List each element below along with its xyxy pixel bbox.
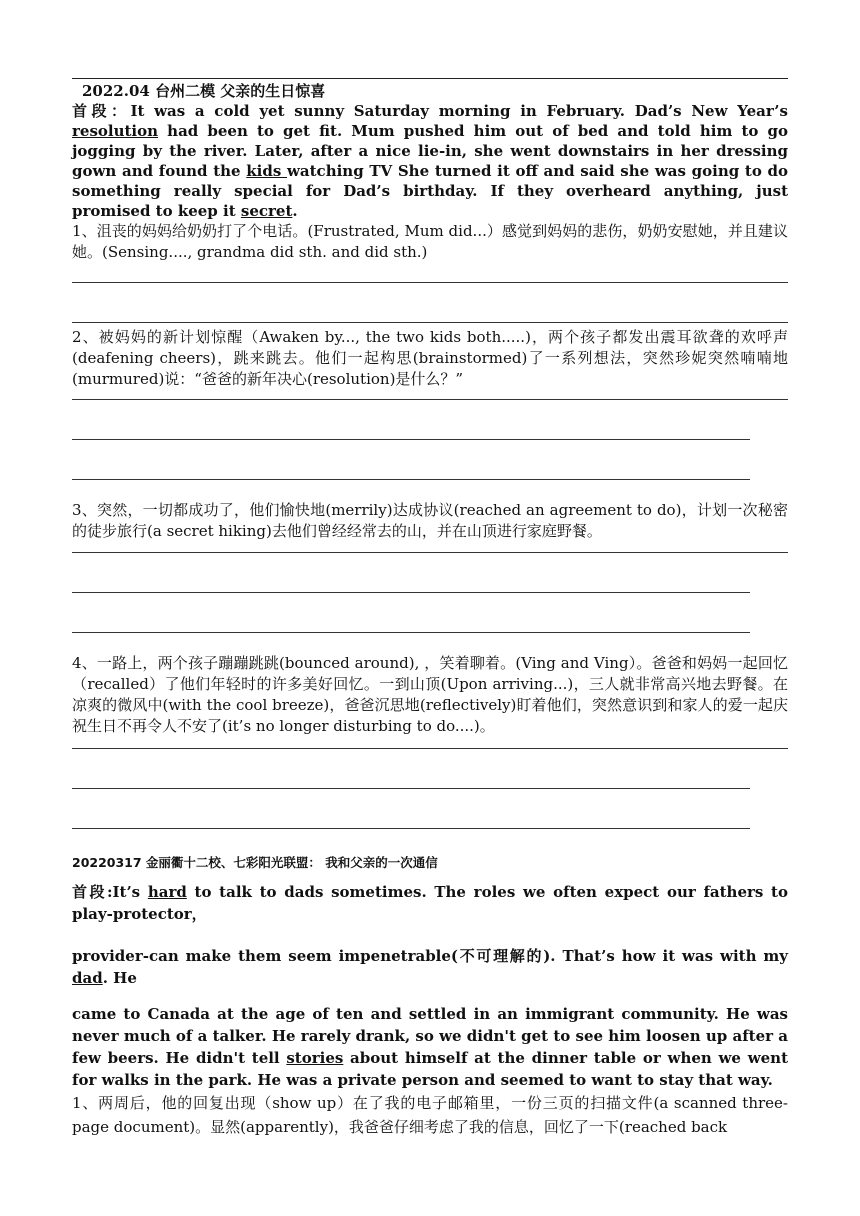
section1-intro bbox=[72, 101, 788, 221]
section2-intro-line2 bbox=[72, 945, 788, 989]
intro-text: . He bbox=[102, 969, 137, 987]
question-4: 4、一路上，两个孩子蹦蹦跳跳(bounced around), ，笑着聊着。(Ving and Ving）。爸爸和妈妈一起回忆（recalled）了他们年轻时的许多美好回忆。一到山顶(Upon arriving...)，三人就非常高兴地去野餐。在凉爽的微风中(with the cool breeze)，爸爸沉思地(reflectively)盯着他们，突然意识到和家人的爱一起庆祝生日不再令人不安了(it’s no longer disturbing to do....)。 bbox=[72, 654, 788, 735]
intro-text: watching TV She turned it off and said she was going to do something really special for Dad’s birthday. If they overheard anything, just promised to keep it bbox=[72, 162, 788, 220]
intro-text: It’s bbox=[112, 883, 148, 901]
section2-label: 首段: bbox=[72, 883, 113, 901]
question-3: 3、突然，一切都成功了，他们愉快地(merrily)达成协议(reached an agreement to do)，计划一次秘密的徒步旅行(a secret hiking)去他们曾经经常去的山，并在山顶进行家庭野餐。 bbox=[72, 501, 788, 540]
intro-underline: resolution bbox=[72, 122, 159, 140]
intro-underline: kids bbox=[246, 162, 287, 180]
intro-underline: secret bbox=[240, 202, 293, 220]
intro-label: 首段： bbox=[72, 102, 131, 120]
intro-text: . bbox=[292, 202, 298, 220]
intro-text: provider-can make them seem impenetrable(不可理解的). That’s how it was with my bbox=[72, 947, 788, 965]
section2-question-1: 1、两周后，他的回复出现（show up）在了我的电子邮箱里，一份三页的扫描文件(a scanned three-page document)。显然(apparently)，我爸爸仔细考虑了我的信息，回忆了一下(reached back bbox=[72, 1094, 788, 1136]
intro-underline: stories bbox=[286, 1049, 344, 1067]
intro-underline: hard bbox=[147, 883, 187, 901]
question-2: 2、被妈妈的新计划惊醒（Awaken by..., the two kids both.....)，两个孩子都发出震耳欲聋的欢呼声(deafening cheers)，跳来跳去。他们一起构思(brainstormed)了一系列想法，突然珍妮突然喃喃地(murmured)说：“爸爸的新年决心(resolution)是什么？” bbox=[72, 328, 788, 388]
intro-text: came to Canada at the age of ten and settled in an immigrant community. He was never much of a talker. He rarely drank, so we didn't get to see him loosen up after a few beers. He didn't tell bbox=[72, 1005, 788, 1067]
intro-text: to talk to dads sometimes. The roles we often expect our fathers to play-protector， bbox=[72, 883, 788, 923]
section2-title: 20220317 金丽衢十二校、七彩阳光联盟： 我和父亲的一次通信 bbox=[72, 855, 438, 870]
question-1: 1、沮丧的妈妈给奶奶打了个电话。(Frustrated, Mum did...）感觉到妈妈的悲伤，奶奶安慰她，并且建议她。(Sensing...., grandma did sth. and did sth.) bbox=[72, 222, 788, 261]
intro-underline: dad bbox=[72, 969, 103, 987]
intro-text: had been to get fit. Mum pushed him out of bed and told him to go jogging by the river. Later, after a nice lie-in, she went downstairs in her dressing gown and found the bbox=[72, 122, 788, 180]
section1-title: 2022.04 台州二模 父亲的生日惊喜 bbox=[82, 82, 326, 100]
document-page bbox=[72, 78, 788, 1139]
section2-intro-line1 bbox=[72, 881, 788, 925]
top-rule bbox=[72, 78, 788, 79]
intro-text: It was a cold yet sunny Saturday morning in February. Dad’s New Year’s bbox=[130, 102, 788, 120]
section2-intro-rest bbox=[72, 1003, 788, 1091]
intro-text: about himself at the dinner table or when we went for walks in the park. He was a private person and seemed to want to stay that way. bbox=[72, 1049, 788, 1089]
